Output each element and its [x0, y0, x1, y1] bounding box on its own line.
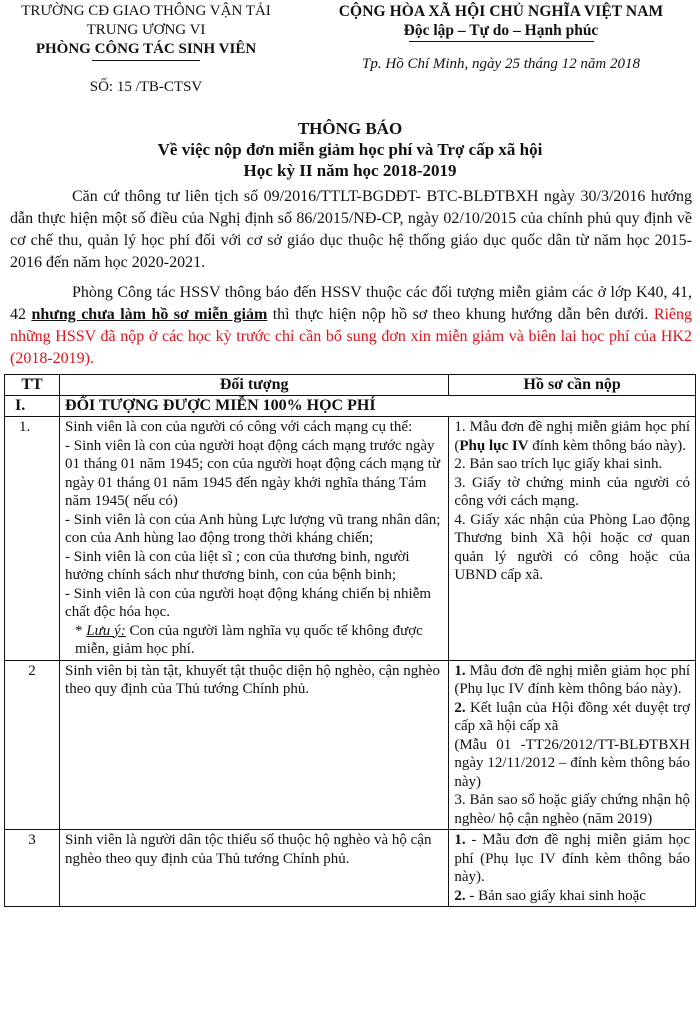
- legal-basis-paragraph: Căn cứ thông tư liên tịch số 09/2016/TTLT-BGDĐT- BTC-BLĐTBXH ngày 30/3/2016 hướng dẫn thực hiện một số điều của Nghị định số 86/2015/NĐ-CP, ngày 02/10/2015 của chính phủ quy định về cơ chế thu, quản lý học phí đối với cơ sở giáo dục thuộc hệ thống giáo dục quốc dân từ năm học 2015-2016 đến năm học 2020-2021.: [10, 188, 692, 271]
- notice-subject: Về việc nộp đơn miễn giảm học phí và Trợ cấp xã hội: [157, 140, 543, 159]
- object-line: - Sinh viên là con của người hoạt động kháng chiến bị nhiễm chất độc hóa học.: [65, 585, 432, 620]
- doc-item: [454, 831, 690, 887]
- issuer-underline: [92, 60, 200, 61]
- doc-item: 3. Giấy tờ chứng minh của người có công với cách mạng.: [454, 474, 690, 509]
- instruction-text-a: Phòng Công tác HSSV thông báo đến HSSV thuộc các đối tượng miễn giảm các ở lớp K40, 41, 42: [10, 284, 692, 323]
- header-object: Đối tượng: [60, 375, 449, 396]
- row-docs: [449, 660, 696, 830]
- object-line: - Sinh viên là con của liệt sĩ ; con của thương binh, người hưởng chính sách như thương binh, con của bệnh binh;: [65, 548, 410, 583]
- object-note: [65, 622, 443, 659]
- doc-text: Mẫu đơn đề nghị miễn giảm học phí (Phụ lục IV đính kèm thông báo này).: [454, 662, 690, 697]
- row-docs: [449, 417, 696, 661]
- doc-text: - Bản sao giấy khai sinh hoặc: [465, 887, 646, 904]
- table-row: [5, 660, 696, 830]
- table-header-row: [5, 375, 696, 396]
- doc-item: [454, 662, 690, 699]
- issuer-block: [12, 2, 280, 97]
- instruction-paragraph: [10, 282, 692, 370]
- section-number: I.: [5, 395, 60, 417]
- doc-item: [454, 699, 690, 736]
- notice-title: THÔNG BÁO: [297, 119, 403, 138]
- row-number: 1.: [5, 417, 60, 661]
- instruction-red-note: Riêng những HSSV đã nộp ở các học kỳ trước chỉ cần bổ sung đơn xin miễn giảm và biên lai học phí của HK2 (2018-2019).: [10, 306, 693, 367]
- header-docs: Hồ sơ cần nộp: [449, 375, 696, 396]
- doc-text: Kết luận của Hội đồng xét duyệt trợ cấp xã hội cấp xã: [454, 699, 690, 734]
- table-row: [5, 417, 696, 661]
- table-row: [5, 830, 696, 907]
- doc-appendix: Phụ lục IV: [459, 437, 529, 454]
- doc-item: [454, 418, 690, 455]
- national-motto: Độc lập – Tự do – Hạnh phúc: [403, 22, 599, 39]
- national-header: [302, 2, 700, 74]
- instruction-emphasis: nhưng chưa làm hồ sơ miễn giảm: [31, 306, 268, 323]
- doc-item: (Mẫu 01 -TT26/2012/TT-BLĐTBXH ngày 12/11/2012 – đính kèm thông báo này): [454, 736, 690, 790]
- section-row: [5, 395, 696, 417]
- row-object: [60, 417, 449, 661]
- issuer-department: PHÒNG CÔNG TÁC SINH VIÊN: [35, 41, 257, 57]
- doc-text: 1. Mẫu đơn đề nghị miễn giảm học phí (: [454, 419, 690, 454]
- doc-text: - Mẫu đơn đề nghị miễn giảm học phí (Phụ lục IV đính kèm thông báo này).: [454, 832, 690, 885]
- doc-item: 3. Bản sao sổ hoặc giấy chứng nhận hộ nghèo/ hộ cận nghèo (năm 2019): [454, 792, 690, 827]
- row-number: 3: [5, 830, 60, 907]
- object-line: - Sinh viên là con của người hoạt động cách mạng trước ngày 01 tháng 01 năm 1945; con của người hoạt động cách mạng từ ngày 01 tháng 01 năm 1945 đến ngày khởi nghĩa tháng Tám năm 1945( nếu có): [65, 437, 440, 509]
- row-docs: [449, 830, 696, 907]
- issuer-line-1: TRƯỜNG CĐ GIAO THÔNG VẬN TẢI: [21, 3, 271, 19]
- document-number: SỐ: 15 /TB-CTSV: [89, 79, 203, 95]
- row-object: Sinh viên là người dân tộc thiểu số thuộc hộ nghèo và hộ cận nghèo theo quy định của Thủ tướng Chính phủ.: [60, 830, 449, 907]
- issue-date: Tp. Hồ Chí Minh, ngày 25 tháng 12 năm 2018: [362, 56, 640, 72]
- section-title: ĐỐI TƯỢNG ĐƯỢC MIỄN 100% HỌC PHÍ: [60, 395, 696, 417]
- note-prefix: *: [75, 622, 87, 639]
- doc-number: 2.: [454, 887, 466, 904]
- doc-number: 2.: [454, 699, 466, 716]
- instruction-text-c: thì thực hiện nộp hồ sơ theo khung hướng dẫn bên dưới.: [267, 306, 654, 323]
- doc-number: 1.: [454, 662, 466, 679]
- object-line: - Sinh viên là con của Anh hùng Lực lượng vũ trang nhân dân; con của Anh hùng lao động trong thời kháng chiến;: [65, 511, 441, 546]
- doc-item: 4. Giấy xác nhận của Phòng Lao động Thương binh Xã hội hoặc cơ quan quản lý người có công hoặc của UBND cấp xã.: [454, 511, 690, 583]
- object-line: Sinh viên là con của người có công với cách mạng cụ thể:: [65, 419, 413, 435]
- nation-name: CỘNG HÒA XÃ HỘI CHỦ NGHĨA VIỆT NAM: [338, 3, 664, 20]
- row-object: Sinh viên bị tàn tật, khuyết tật thuộc diện hộ nghèo, cận nghèo theo quy định của Thủ tướng Chính phủ.: [60, 660, 449, 830]
- doc-text: đính kèm thông báo này).: [528, 437, 687, 454]
- row-number: 2: [5, 660, 60, 830]
- notice-title-block: [0, 118, 700, 181]
- note-text: Con của người làm nghĩa vụ quốc tế không được miễn, giảm học phí.: [75, 622, 423, 657]
- header-tt: TT: [5, 375, 60, 396]
- motto-underline: [409, 41, 594, 42]
- doc-number: 1.: [454, 832, 466, 848]
- doc-item: 2. Bản sao trích lục giấy khai sinh.: [454, 456, 663, 472]
- notice-semester: Học kỳ II năm học 2018-2019: [243, 161, 457, 180]
- doc-item: [454, 887, 690, 906]
- note-label: Lưu ý:: [86, 622, 126, 639]
- notice-body: [10, 186, 692, 370]
- issuer-line-2: TRUNG ƯƠNG VI: [86, 22, 206, 38]
- requirements-table: [4, 374, 696, 907]
